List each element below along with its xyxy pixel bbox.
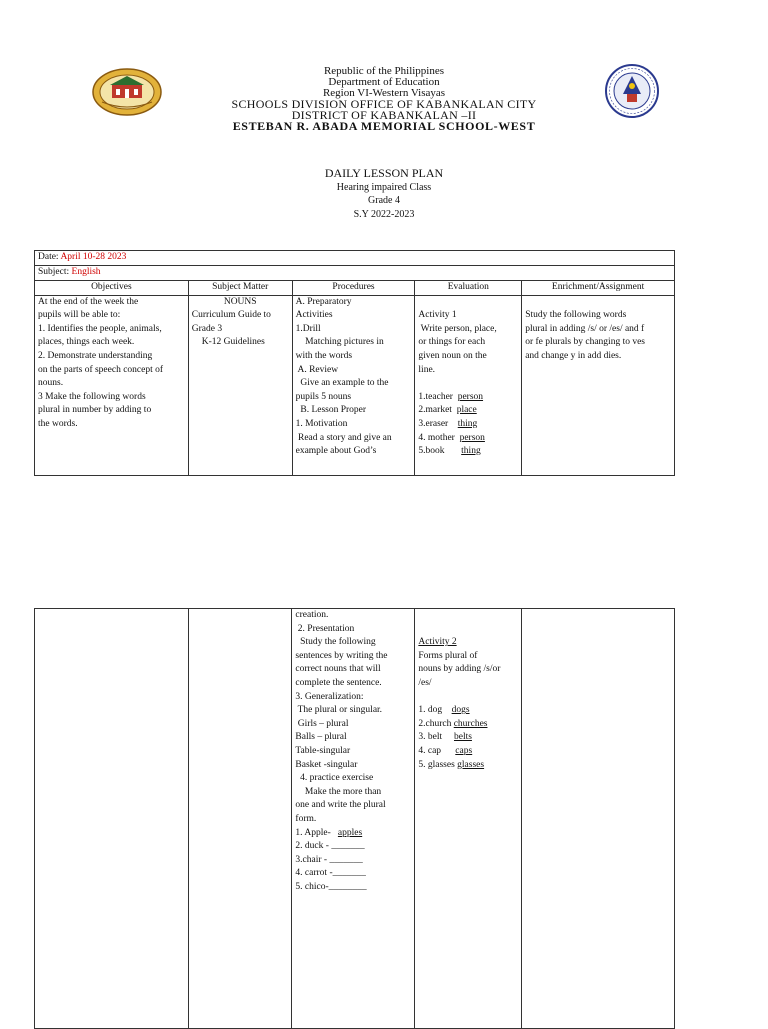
procedures-line: Balls – plural [295, 732, 347, 743]
evaluation-item [418, 704, 518, 718]
subject-matter-cell [188, 295, 292, 475]
activity-title: Activity 2 [418, 637, 457, 648]
procedures-line: Study the following [295, 637, 376, 648]
letterhead-line: Region VI-Western Visayas [322, 87, 446, 99]
school-year-label: S.Y 2022-2023 [353, 209, 415, 220]
date-value: April 10-28 2023 [60, 252, 127, 262]
procedures-line: B. Lesson Proper [295, 405, 367, 416]
procedures-line: Give an example to the [295, 378, 389, 389]
item-answer: apples [337, 827, 363, 838]
spacer [418, 691, 518, 705]
evaluation-line: Write person, place, [418, 323, 497, 334]
procedures-line: Read a story and give an [295, 432, 392, 443]
item-answer: belts [453, 732, 472, 743]
enrichment-line: Study the following words [525, 310, 627, 321]
grade-label: Grade 4 [368, 195, 400, 206]
objectives-line: places, things each week. [38, 337, 135, 348]
item-question: 3.chair - [295, 854, 330, 865]
practice-item [295, 867, 411, 881]
item-question: 1. Apple- [295, 827, 338, 838]
letterhead-line: Republic of the Philippines [323, 65, 445, 77]
subject-matter-line: K-12 Guidelines [201, 337, 265, 348]
procedures-line: form. [295, 813, 317, 824]
lesson-plan-title: DAILY LESSON PLAN [324, 166, 444, 180]
procedures-cell [292, 295, 415, 475]
objectives-line: nouns. [38, 378, 64, 389]
activity-title: Activity 1 [418, 310, 457, 321]
column-headers [35, 281, 675, 296]
column-header: Subject Matter [188, 281, 292, 296]
item-answer: person [457, 391, 484, 402]
evaluation-item [418, 718, 518, 732]
procedures-line: sentences by writing the [295, 650, 388, 661]
objectives-line: 1. Identifies the people, animals, [38, 323, 162, 334]
spacer [418, 609, 518, 623]
item-blank: _______ [331, 841, 365, 852]
item-answer: thing [461, 446, 481, 457]
item-question: 3. belt [418, 732, 454, 743]
date-row [35, 251, 675, 266]
enrichment-cell [522, 609, 675, 1029]
column-header: Evaluation [415, 281, 522, 296]
enrichment-line: or fe plurals by changing to ves [525, 337, 645, 348]
evaluation-cell [415, 295, 522, 475]
column-header: Enrichment/Assignment [522, 281, 675, 296]
item-answer: place [456, 405, 477, 416]
procedures-cell [292, 609, 415, 1029]
item-answer: churches [453, 718, 488, 729]
subject-matter-line: NOUNS [223, 296, 257, 307]
evaluation-item [418, 432, 518, 446]
item-question: 5. chico- [295, 881, 329, 892]
procedures-line: complete the sentence. [295, 677, 382, 688]
procedures-line: 4. practice exercise [295, 773, 374, 784]
spacer [418, 623, 518, 637]
item-question: 4. mother [418, 432, 460, 443]
evaluation-line: or things for each [418, 337, 486, 348]
letterhead-line: Department of Education [328, 76, 440, 88]
objectives-line: 2. Demonstrate understanding [38, 350, 153, 361]
evaluation-item [418, 731, 518, 745]
evaluation-line: given noun on the [418, 350, 487, 361]
procedures-line: Make the more than [295, 786, 382, 797]
spacer [418, 296, 518, 310]
item-answer: person [459, 432, 485, 443]
evaluation-item [418, 404, 518, 418]
subject-value: English [71, 267, 101, 277]
objectives-line: 3 Make the following words [38, 391, 146, 402]
procedures-line: pupils 5 nouns [295, 391, 352, 402]
column-header: Objectives [35, 281, 189, 296]
class-label: Hearing impaired Class [336, 182, 432, 193]
objectives-cell [35, 295, 189, 475]
procedures-line: Girls – plural [295, 718, 349, 729]
procedures-line: A. Preparatory [295, 296, 352, 307]
practice-item [295, 827, 411, 841]
evaluation-line: /es/ [418, 677, 432, 688]
item-answer: glasses [457, 759, 485, 770]
procedures-line: Matching pictures in [295, 337, 384, 348]
table-row [35, 609, 675, 1029]
procedures-line: Table-singular [295, 745, 351, 756]
item-question: 1. dog [418, 705, 452, 716]
letterhead-line: SCHOOLS DIVISION OFFICE OF KABANKALAN CITY [231, 97, 537, 111]
item-question: 5. glasses [418, 759, 458, 770]
practice-item [295, 881, 411, 895]
item-answer: caps [455, 745, 473, 756]
evaluation-cell [415, 609, 522, 1029]
procedures-line: one and write the plural [295, 800, 386, 811]
item-blank: _______ [332, 868, 366, 879]
objectives-line: pupils will be able to: [38, 310, 121, 321]
procedures-line: A. Review [295, 364, 339, 375]
procedures-line: 2. Presentation [295, 623, 355, 634]
item-question: 3.eraser [418, 418, 458, 429]
item-question: 1.teacher [418, 391, 458, 402]
lesson-plan-table-page1 [34, 250, 675, 476]
evaluation-line: Forms plural of [418, 650, 478, 661]
subject-matter-line: Grade 3 [191, 323, 223, 334]
letterhead-line: DISTRICT OF KABANKALAN –II [291, 108, 477, 122]
evaluation-item [418, 745, 518, 759]
practice-item [295, 840, 411, 854]
item-blank: _______ [329, 854, 363, 865]
procedures-line: Activities [295, 310, 333, 321]
date-label: Date: [38, 252, 61, 262]
subject-row [35, 266, 675, 281]
item-question: 2.market [418, 405, 457, 416]
lesson-plan-table-page2 [34, 608, 675, 1029]
procedures-line: correct nouns that will [295, 664, 381, 675]
objectives-cell [35, 609, 189, 1029]
evaluation-item [418, 759, 518, 773]
evaluation-item [418, 418, 518, 432]
procedures-line: 1.Drill [295, 323, 321, 334]
procedures-line: with the words [295, 350, 353, 361]
column-header: Procedures [292, 281, 415, 296]
subject-matter-line: Curriculum Guide to [191, 310, 271, 321]
table-row [35, 295, 675, 475]
item-answer: thing [457, 418, 478, 429]
enrichment-cell [522, 295, 675, 475]
item-question: 4. cap [418, 745, 456, 756]
procedures-line: 1. Motivation [295, 418, 348, 429]
practice-item [295, 854, 411, 868]
procedures-line: example about God’s [295, 446, 377, 457]
objectives-line: At the end of the week the [38, 296, 139, 307]
item-question: 4. carrot - [295, 868, 333, 879]
subject-matter-cell [188, 609, 292, 1029]
evaluation-line: nouns by adding /s/or [418, 664, 501, 675]
procedures-line: Basket -singular [295, 759, 358, 770]
procedures-line: 3. Generalization: [295, 691, 364, 702]
enrichment-line: and change y in add dies. [525, 350, 622, 361]
evaluation-line: line. [418, 364, 436, 375]
evaluation-item [418, 391, 518, 405]
procedures-line: The plural or singular. [295, 705, 383, 716]
objectives-line: the words. [38, 418, 78, 429]
item-question: 2.church [418, 718, 454, 729]
item-question: 2. duck - [295, 841, 332, 852]
evaluation-item [418, 445, 518, 459]
letterhead [0, 66, 768, 132]
objectives-line: on the parts of speech concept of [38, 364, 164, 375]
item-blank: ________ [328, 881, 367, 892]
procedures-line: creation. [295, 610, 329, 620]
spacer [525, 296, 671, 310]
item-answer: dogs [451, 705, 470, 716]
enrichment-line: plural in adding /s/ or /es/ and f [525, 323, 645, 334]
subject-label: Subject: [38, 267, 72, 277]
objectives-line: plural in number by adding to [38, 405, 152, 416]
school-name: ESTEBAN R. ABADA MEMORIAL SCHOOL-WEST [232, 119, 536, 133]
item-question: 5.book [418, 446, 462, 457]
spacer [418, 377, 518, 391]
